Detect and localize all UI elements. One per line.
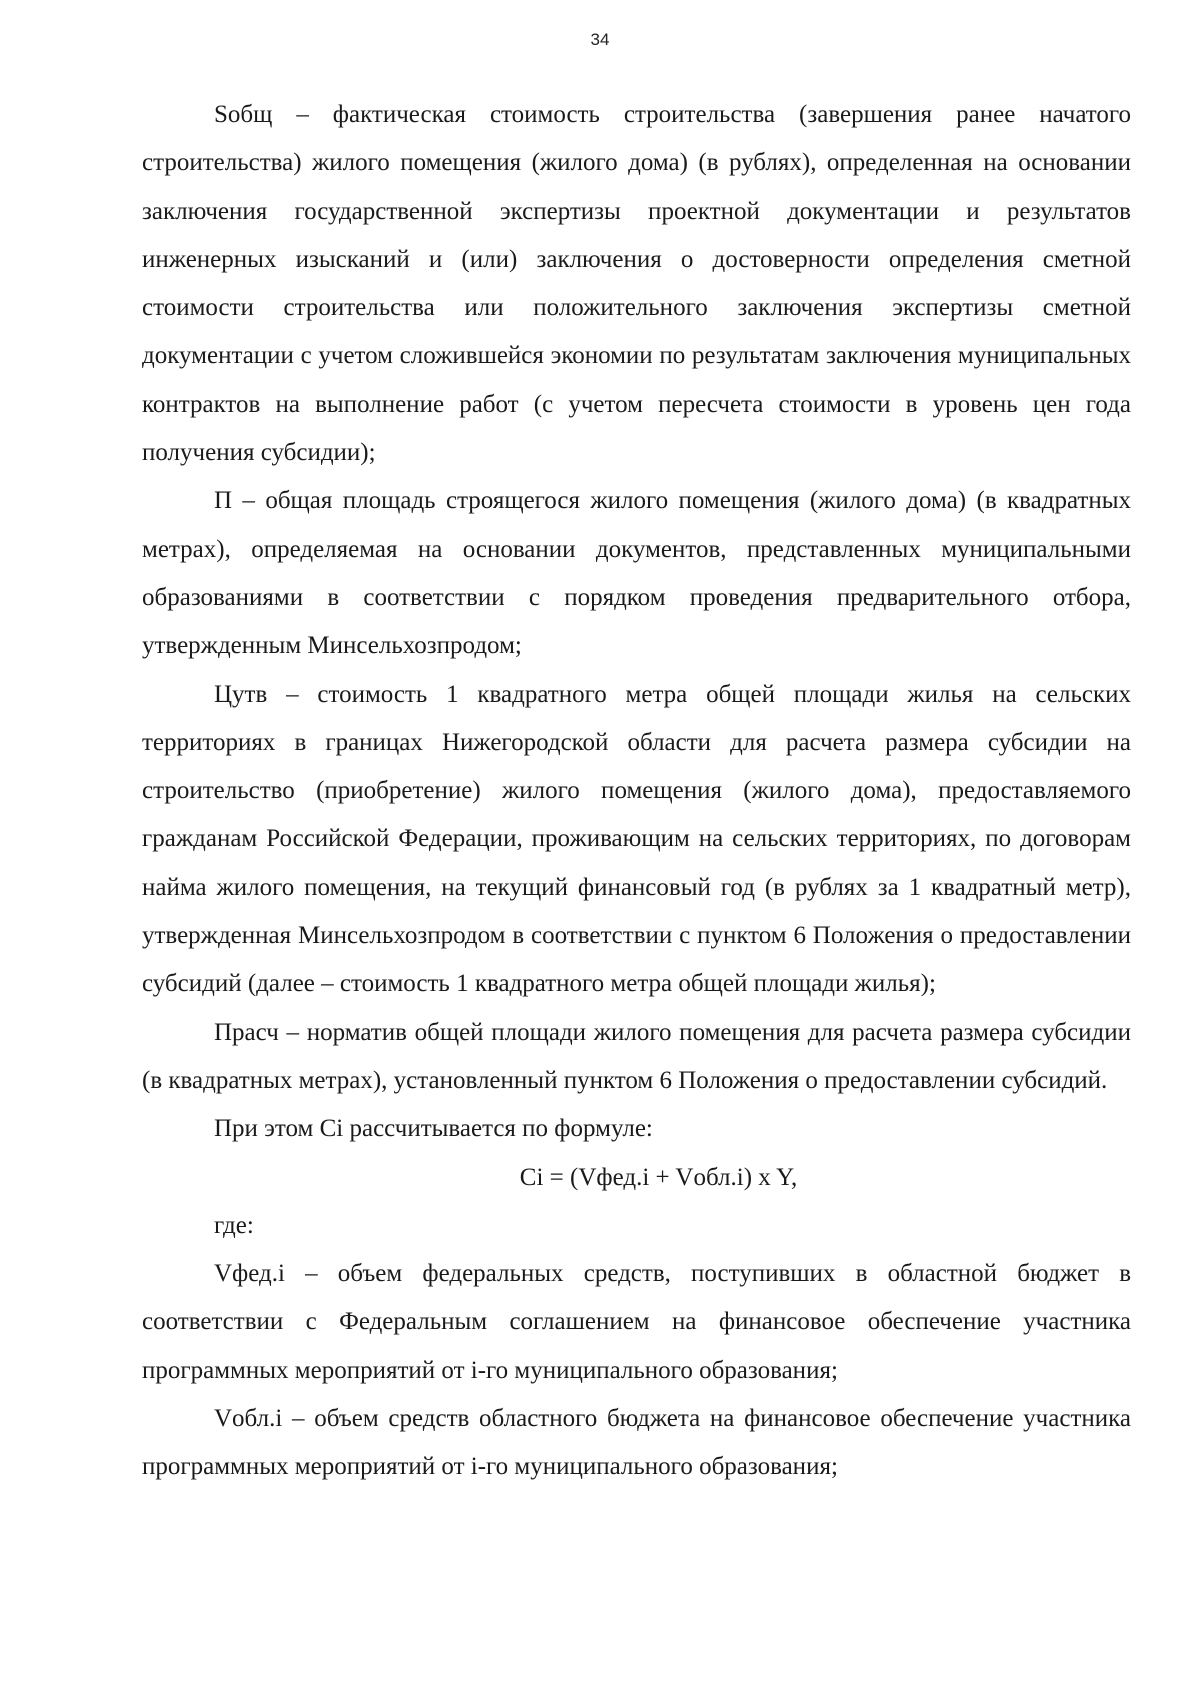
paragraph-prasch-definition: Прасч – норматив общей площади жилого помещения для расчета размера субсидии (в квадратных метрах), установленный пунктом 6 Положения о предоставлении субсидий. bbox=[142, 1018, 1131, 1094]
paragraph-ci-intro: При этом Сi рассчитывается по формуле: bbox=[214, 1115, 653, 1143]
definition-vobl: Vобл.i – объем средств областного бюджета на финансовое обеспечение участника программных мероприятий от i-го муниципального образования; bbox=[142, 1405, 1131, 1481]
page-number: 34 bbox=[590, 30, 610, 49]
paragraph-cutv-definition: Цутв – стоимость 1 квадратного метра общей площади жилья на сельских территориях в границах Нижегородской области для расчета размера субсидии на строительство (приобретение) жилого помещения (жилого дома), предоставляемого гражданам Российской Федерации, проживающим на сельских территориях, по договорам найма жилого помещения, на текущий финансовый год (в рублях за 1 квадратный метр), утвержденная Минсельхозпродом в соответствии с пунктом 6 Положения о предоставлении субсидий (далее – стоимость 1 квадратного метра общей площади жилья); bbox=[142, 680, 1131, 998]
document-body bbox=[142, 91, 1131, 1492]
paragraph-sobsh-definition: Sобщ – фактическая стоимость строительства (завершения ранее начатого строительства) жилого помещения (жилого дома) (в рублях), определенная на основании заключения государственной экспертизы проектной документации и результатов инженерных изысканий и (или) заключения о достоверности определения сметной стоимости строительства или положительного заключения экспертизы сметной документации с учетом сложившейся экономии по результатам заключения муниципальных контрактов на выполнение работ (с учетом пересчета стоимости в уровень цен года получения субсидии); bbox=[142, 101, 1131, 467]
paragraph-p-definition: П – общая площадь строящегося жилого помещения (жилого дома) (в квадратных метрах), определяемая на основании документов, представленных муниципальными образованиями в соответствии с порядком проведения предварительного отбора, утвержденным Минсельхозпродом; bbox=[142, 487, 1131, 660]
definition-vfed: Vфед.i – объем федеральных средств, поступивших в областной бюджет в соответствии с Федеральным соглашением на финансовое обеспечение участника программных мероприятий от i-го муниципального образования; bbox=[142, 1260, 1131, 1384]
where-label: где: bbox=[214, 1211, 254, 1239]
formula-ci: Сi = (Vфед.i + Vобл.i) x Y, bbox=[519, 1163, 798, 1191]
